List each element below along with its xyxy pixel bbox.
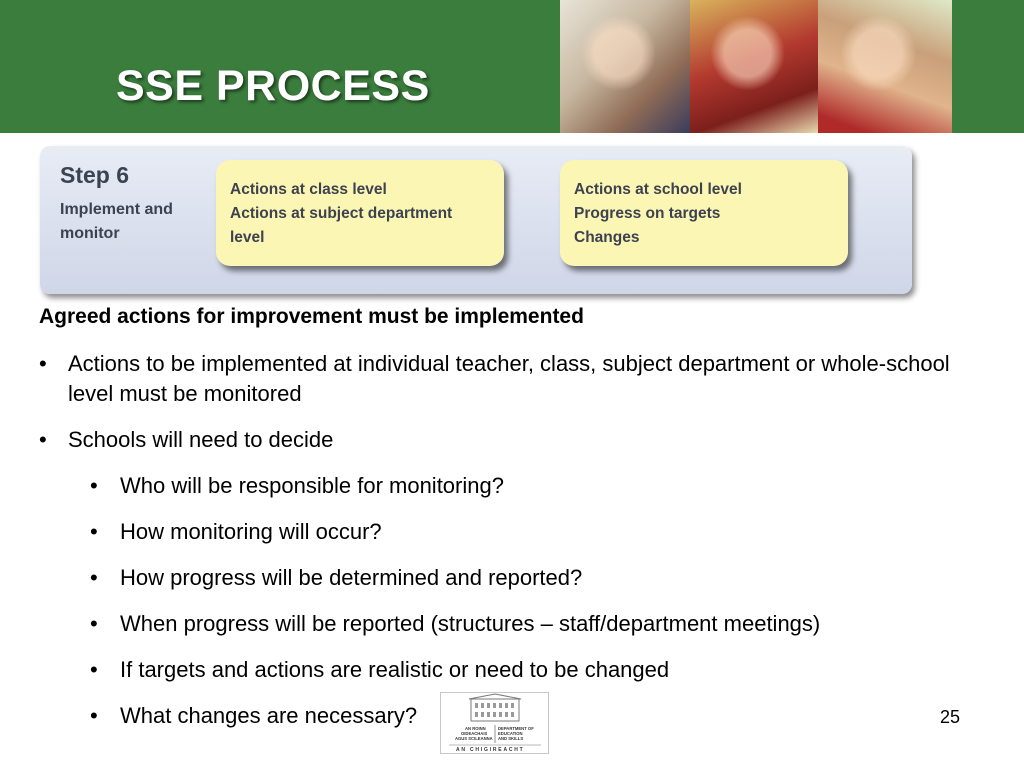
- box-line: Actions at subject department level: [230, 205, 453, 246]
- sub-bullet-text: What changes are necessary?: [120, 703, 418, 728]
- box-line: Changes: [574, 229, 640, 246]
- bullet-marker: •: [39, 427, 47, 452]
- slide-title: SSE PROCESS: [116, 62, 430, 110]
- logo-text: OIDEACHAIS: [461, 731, 488, 736]
- bullet-item: [39, 425, 969, 455]
- bullet-marker: •: [39, 351, 47, 376]
- page-number: 25: [940, 707, 961, 727]
- step-diagram: [40, 146, 912, 294]
- bullet-marker: •: [90, 611, 98, 636]
- box-line: Actions at class level: [230, 181, 387, 198]
- bullet-marker: •: [90, 657, 98, 682]
- header-photos: [560, 0, 952, 133]
- logo-text: EDUCATION: [498, 731, 523, 736]
- class-level-box: [216, 160, 504, 266]
- logo-text: AN ROINN: [465, 726, 486, 731]
- sub-bullet-text: How monitoring will occur?: [120, 519, 382, 544]
- building-icon: [441, 693, 550, 755]
- sub-bullet-text: When progress will be reported (structures – staff/department meetings): [120, 611, 821, 636]
- content-heading: Agreed actions for improvement must be implemented: [39, 305, 584, 328]
- bullet-text: Actions to be implemented at individual teacher, class, subject department or whole-school level must be monitored: [68, 351, 950, 406]
- step-title: Step 6: [60, 162, 130, 188]
- box-line: Actions at school level: [574, 181, 742, 198]
- sub-bullet-item: [90, 517, 970, 547]
- logo-text: AGUS SCILEANNA: [455, 736, 493, 741]
- photo-student-lab: [560, 0, 690, 133]
- bullet-marker: •: [90, 473, 98, 498]
- sub-bullet-item: [90, 655, 970, 685]
- header-band: [0, 0, 1024, 133]
- bullet-marker: •: [90, 703, 98, 728]
- school-level-box: [560, 160, 848, 266]
- logo-text: AND SKILLS: [498, 736, 524, 741]
- department-logo: [440, 692, 549, 754]
- bullet-marker: •: [90, 565, 98, 590]
- bullet-text: Schools will need to decide: [68, 427, 334, 452]
- sub-bullet-text: Who will be responsible for monitoring?: [120, 473, 504, 498]
- logo-text: DEPARTMENT OF: [498, 726, 534, 731]
- logo-text: AN CHIGIREACHT: [456, 747, 525, 753]
- box-line: Progress on targets: [574, 205, 721, 222]
- sub-bullet-text: If targets and actions are realistic or need to be changed: [120, 657, 670, 682]
- sub-bullet-item: [90, 563, 970, 593]
- photo-student-writing: [818, 0, 952, 133]
- photo-students-reading: [690, 0, 818, 133]
- bullet-marker: •: [90, 519, 98, 544]
- step-label: Implement and monitor: [60, 201, 173, 242]
- sub-bullet-item: [90, 471, 970, 501]
- bullet-item: [39, 349, 969, 409]
- sub-bullet-item: [90, 609, 970, 639]
- sub-bullet-text: How progress will be determined and reported?: [120, 565, 583, 590]
